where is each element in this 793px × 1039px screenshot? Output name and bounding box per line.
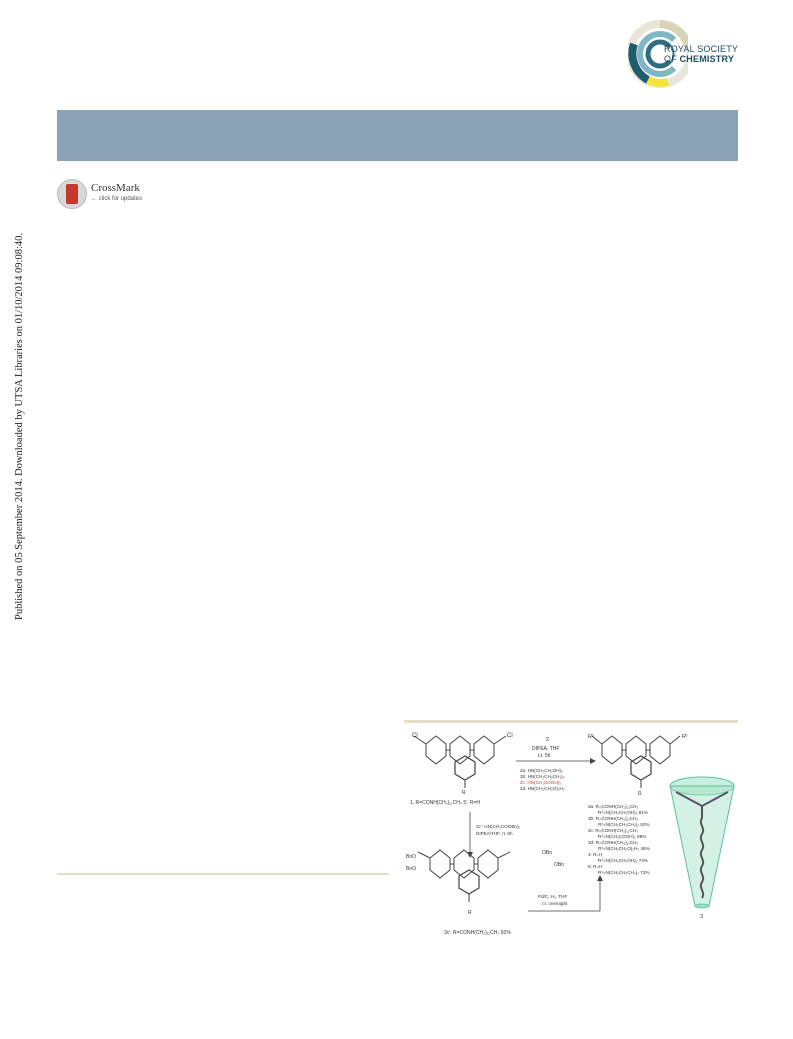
obn-label-top: OBn [542,850,553,856]
product-3b: 3b: R=CONH(CH₂)₁₁CH₃ [588,816,639,821]
compound-1-label: 1, R=CONH(CH₂)₁₁CH₃ 5', R=H [410,800,480,806]
crossmark-label: CrossMark [91,182,140,194]
product-5-yield: R¹=N(CH₂CH₂CH₃)₂ 72% [598,870,650,875]
product-3d: 3d: R=CONH(CH₂)₁₁CH₃ [588,840,639,845]
compound-3c-prime-structure [418,850,510,902]
r1-label-right: R¹ [682,734,688,740]
r1-label-left: R¹ [588,734,594,740]
crossmark-badge[interactable] [57,179,167,211]
cone-label: 3 [700,914,704,920]
published-download-note: Published on 05 September 2014. Downloaded by UTSA Libraries on 01/10/2014 09:08:40. [14,232,25,620]
reagent-conditions: DIPEA, THF [532,746,560,752]
rsc-logo-text: ROYAL SOCIETY OF CHEMISTRY [664,44,739,64]
product-list [588,804,650,875]
reaction-scheme [404,728,738,938]
product-3b-yield: R¹=N(CH₂CH₂CH₃)₂ 92% [598,822,650,827]
compound-1-structure [414,736,506,788]
header-band [57,110,738,161]
reagent-hydrogenation-time: r.t. overnight [542,901,568,906]
bno-label-top: BnO [406,854,417,860]
product-3c: 3c: R=CONH(CH₂)₁₁CH₃ [588,828,639,833]
crossmark-updates-link[interactable]: ← click for updates [91,196,143,202]
cl-label-left: Cl [412,733,418,739]
column-rule [57,873,389,875]
bno-label-bottom: BnO [406,866,417,872]
compound-3c-prime-label: 3c': R=CONH(CH₂)₁₁CH₃ 92% [444,930,511,936]
reagent-down-conditions: DIPEA/THF, rt, 5h [476,831,513,836]
product-3d-yield: R¹=N(CH₂CH₂O)₂H₂ 46% [598,846,650,851]
reagent-time: r.t. 5h [538,753,551,759]
r-label-3c-prime: R [468,910,472,916]
crossmark-icon [57,179,87,209]
product-4-yield: R¹=N(CH₂CH₂OH)₂ 74% [598,858,648,863]
cone-model [670,777,734,908]
amine-2b: 2b: HN(CH₂CH₂CH₃)₂ [520,774,565,779]
product-5: 5: R=H [588,864,603,869]
cl-label-right: Cl [507,733,513,739]
reagent-2c-prime: 2c': HN(CH₂COOBn)₂ [476,824,521,829]
rsc-logo [628,18,740,90]
reagent-2-number: 2 [546,737,550,743]
amine-2a: 2a: HN(CH₂CH₂OH)₂ [520,768,563,773]
product-3-structure [592,736,680,788]
product-3a-yield: R¹=N(CH₂CH₂OH)₂ 81% [598,810,648,815]
scheme-top-rule [404,720,738,723]
reagent-hydrogenation: Pd/C, H₂, THF [538,894,568,899]
product-3c-yield: R¹=N(CH₂COOH)₂ 88% [598,834,647,839]
reaction-scheme-figure [404,728,738,938]
amine-2d: 2d: HN(CH₂CH₂O)₂H₂ [520,786,565,791]
r-label-3: R [638,791,642,797]
amine-2c: 2c: HN(CH₂COOH)₂ [520,780,562,785]
obn-label-bottom: OBn [554,862,565,868]
product-4: 4: R=H [588,852,603,857]
r-label-1: R [462,790,466,796]
product-3a: 3a: R=CONH(CH₂)₁₁CH₃ [588,804,639,809]
